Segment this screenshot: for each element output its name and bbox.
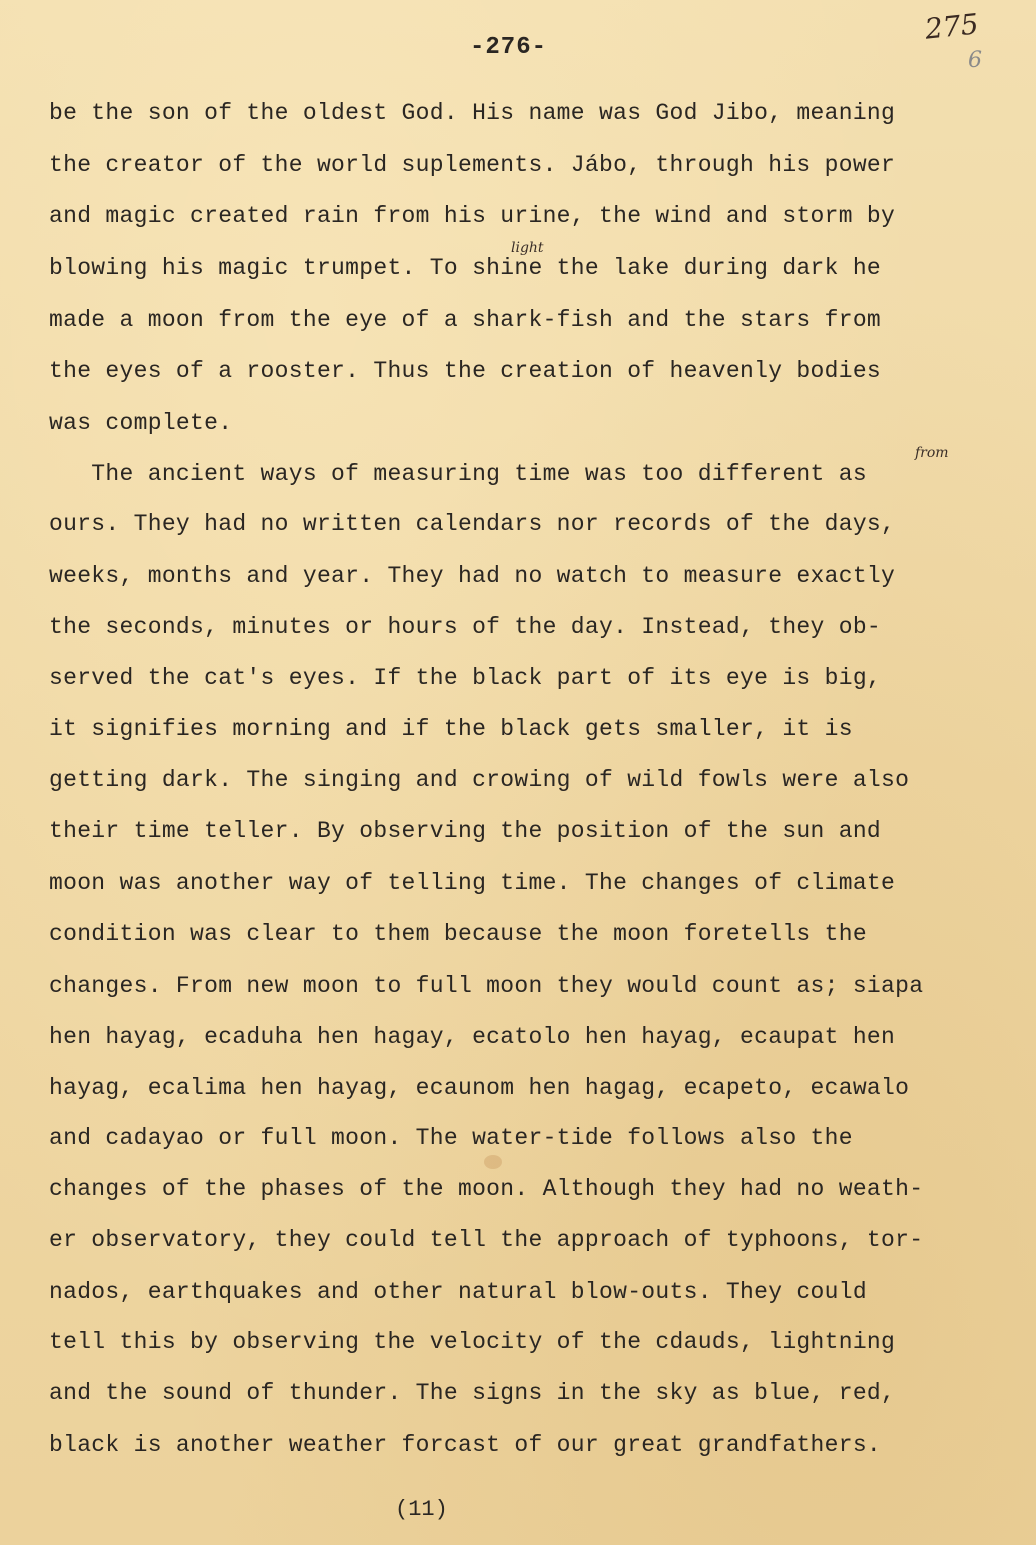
text-line: the creator of the world suplements. Jábo, through his power [49, 152, 896, 178]
text-line: getting dark. The singing and crowing of wild fowls were also [49, 767, 910, 793]
page-number-header: -276- [470, 34, 548, 61]
handwritten-insertion-from: from [915, 445, 949, 461]
text-line: moon was another way of telling time. The changes of climate [49, 870, 896, 896]
text-line: their time teller. By observing the position of the sun and [49, 818, 882, 844]
text-line: hen hayag, ecaduha hen hagay, ecatolo hen hayag, ecaupat hen [49, 1024, 896, 1050]
text-line: blowing his magic trumpet. To shine the lake during dark he [49, 255, 882, 281]
text-line: condition was clear to them because the moon foretells the [49, 921, 867, 947]
text-line: was complete. [49, 410, 233, 436]
text-line: The ancient ways of measuring time was too different as [49, 461, 867, 487]
text-line: er observatory, they could tell the approach of typhoons, tor- [49, 1227, 924, 1253]
page-number-footer: (11) [395, 1497, 448, 1522]
text-line: it signifies morning and if the black gets smaller, it is [49, 716, 853, 742]
text-line: and magic created rain from his urine, the wind and storm by [49, 203, 896, 229]
text-line: served the cat's eyes. If the black part of its eye is big, [49, 665, 882, 691]
text-line: be the son of the oldest God. His name was God Jibo, meaning [49, 100, 896, 126]
text-line: changes. From new moon to full moon they would count as; siapa [49, 973, 924, 999]
text-line: made a moon from the eye of a shark-fish and the stars from [49, 307, 882, 333]
text-line: black is another weather forcast of our great grandfathers. [49, 1432, 882, 1458]
text-line: ours. They had no written calendars nor records of the days, [49, 511, 896, 537]
handwritten-mark: 6 [968, 48, 982, 73]
text-line: the eyes of a rooster. Thus the creation of heavenly bodies [49, 358, 882, 384]
handwritten-page-number: 275 [923, 7, 981, 46]
text-line: nados, earthquakes and other natural blow-outs. They could [49, 1279, 867, 1305]
text-line: changes of the phases of the moon. Although they had no weath- [49, 1176, 924, 1202]
ink-smudge [484, 1155, 502, 1169]
text-line: hayag, ecalima hen hayag, ecaunom hen hagag, ecapeto, ecawalo [49, 1075, 910, 1101]
text-line: weeks, months and year. They had no watch to measure exactly [49, 563, 896, 589]
handwritten-insertion-light: light [511, 240, 544, 256]
text-line: and cadayao or full moon. The water-tide follows also the [49, 1125, 853, 1151]
text-line: and the sound of thunder. The signs in the sky as blue, red, [49, 1380, 896, 1406]
text-line: tell this by observing the velocity of the cdauds, lightning [49, 1329, 896, 1355]
text-line: the seconds, minutes or hours of the day. Instead, they ob- [49, 614, 882, 640]
